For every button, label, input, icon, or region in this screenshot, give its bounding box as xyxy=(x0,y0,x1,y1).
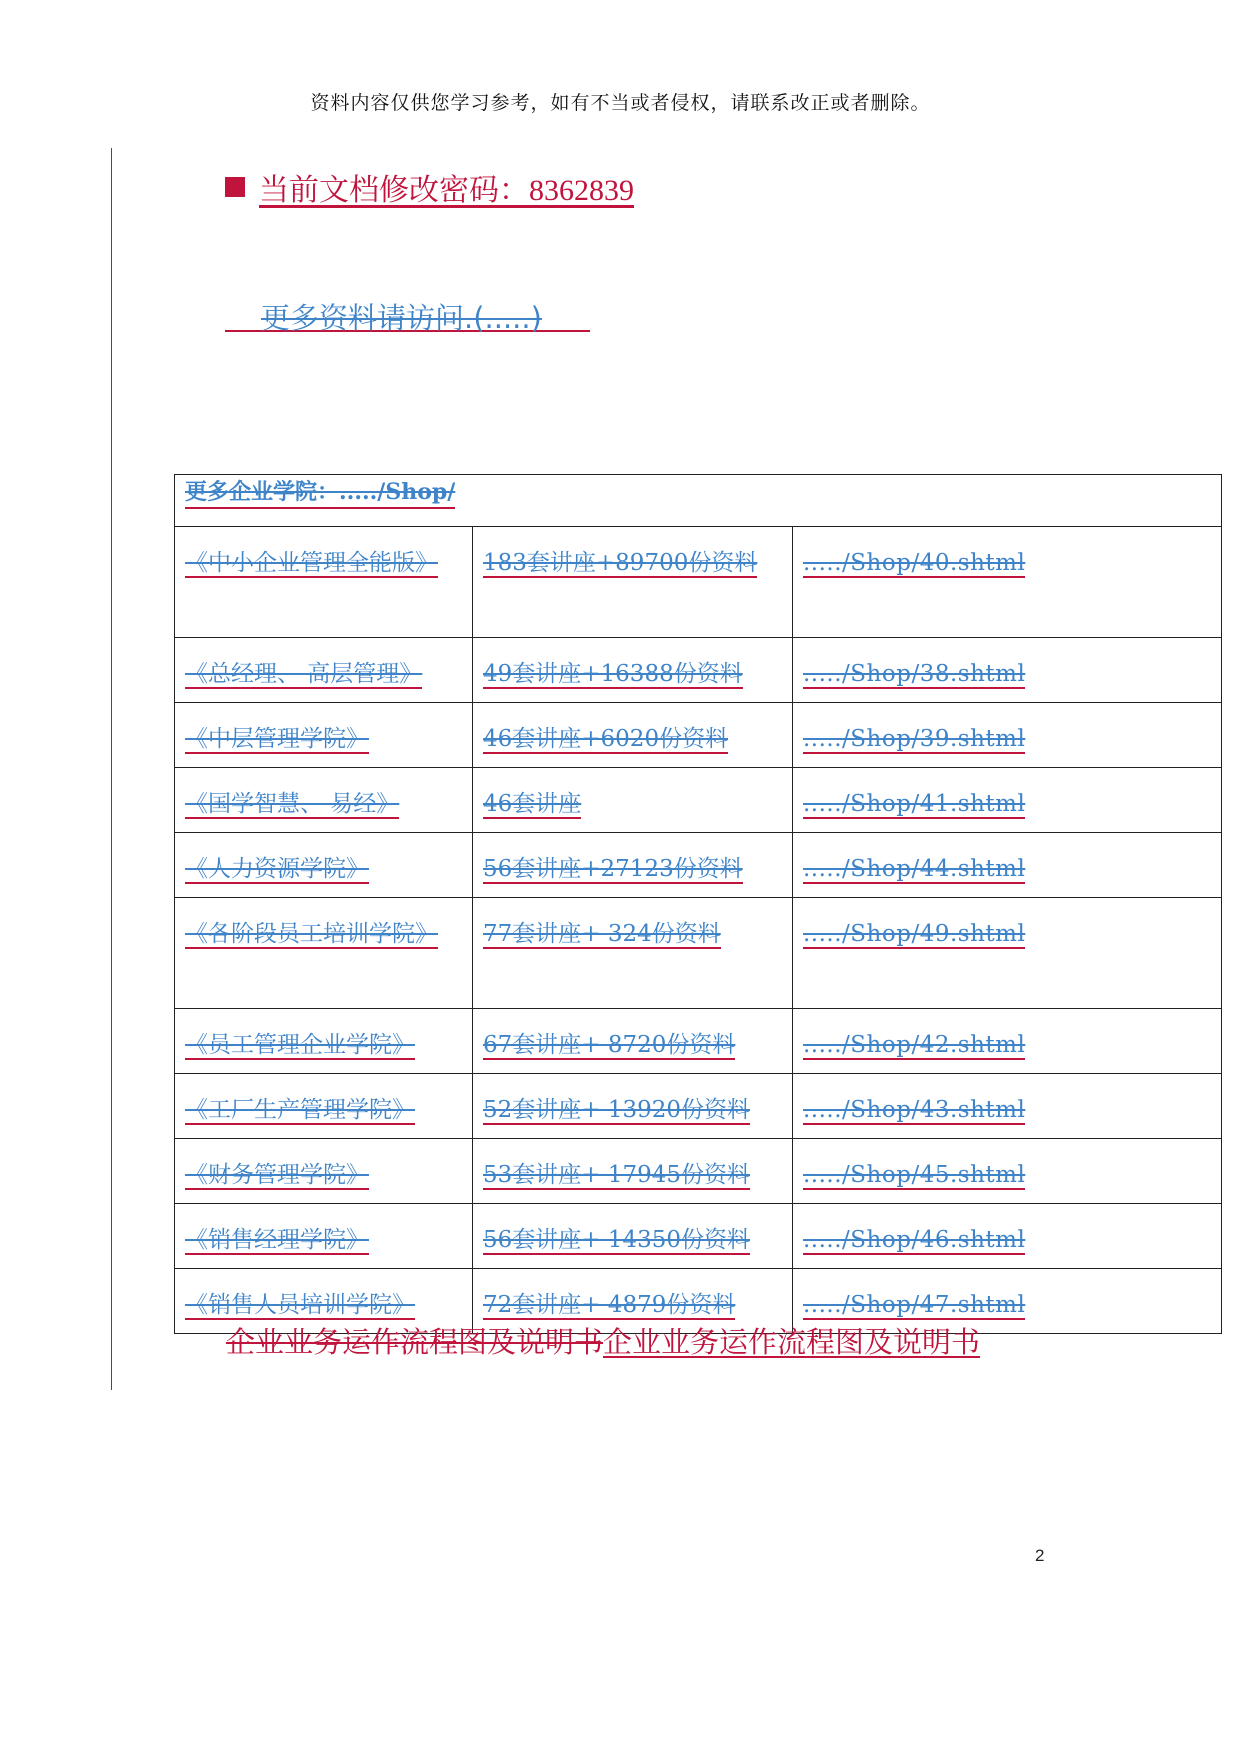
course-name[interactable]: 《总经理、 高层管理》 xyxy=(185,661,423,687)
course-name[interactable]: 《财务管理学院》 xyxy=(185,1162,369,1188)
course-desc[interactable]: 56套讲座+27123份资料 xyxy=(483,856,743,882)
more-resources-link[interactable]: 更多资料请访问.(.....) xyxy=(261,301,542,335)
course-url[interactable]: ...../Shop/44.shtml xyxy=(803,856,1026,882)
course-name[interactable]: 《各阶段员工培训学院》 xyxy=(185,921,438,947)
table-header-cell xyxy=(175,475,1222,527)
table-row xyxy=(175,703,1222,768)
table-header-row xyxy=(175,475,1222,527)
table-row xyxy=(175,1009,1222,1074)
table-row xyxy=(175,768,1222,833)
course-url[interactable]: ...../Shop/45.shtml xyxy=(803,1162,1026,1188)
square-bullet-icon xyxy=(225,177,245,197)
course-url[interactable]: ...../Shop/42.shtml xyxy=(803,1032,1026,1058)
password-label: 当前文档修改密码： xyxy=(259,173,529,208)
course-desc[interactable]: 53套讲座+ 17945份资料 xyxy=(483,1162,751,1188)
course-url[interactable]: ...../Shop/46.shtml xyxy=(803,1227,1026,1253)
table-row xyxy=(175,1204,1222,1269)
table-row xyxy=(175,898,1222,1009)
table-row xyxy=(175,527,1222,638)
course-url[interactable]: ...../Shop/40.shtml xyxy=(803,550,1026,576)
inserted-title: 企业业务运作流程图及说明书 xyxy=(603,1325,981,1359)
course-url[interactable]: ...../Shop/39.shtml xyxy=(803,726,1026,752)
courses-table xyxy=(174,474,1222,1334)
course-url[interactable]: ...../Shop/43.shtml xyxy=(803,1097,1026,1123)
deleted-title: 企业业务运作流程图及说明书 xyxy=(226,1325,604,1359)
password-line xyxy=(225,165,634,209)
course-name[interactable]: 《工厂生产管理学院》 xyxy=(185,1097,415,1123)
course-name[interactable]: 《销售人员培训学院》 xyxy=(185,1292,415,1318)
course-name[interactable]: 《中层管理学院》 xyxy=(185,726,369,752)
password-value: 8362839 xyxy=(529,174,634,207)
course-desc[interactable]: 72套讲座+ 4879份资料 xyxy=(483,1292,736,1318)
course-desc[interactable]: 183套讲座+89700份资料 xyxy=(483,550,758,576)
table-header-link[interactable]: 更多企业学院：...../Shop/ xyxy=(185,479,455,509)
course-url[interactable]: ...../Shop/47.shtml xyxy=(803,1292,1026,1318)
more-resources-line[interactable] xyxy=(225,296,590,335)
course-url[interactable]: ...../Shop/38.shtml xyxy=(803,661,1026,687)
table-row xyxy=(175,638,1222,703)
course-desc[interactable]: 46套讲座+6020份资料 xyxy=(483,726,729,752)
course-name[interactable]: 《销售经理学院》 xyxy=(185,1227,369,1253)
course-desc[interactable]: 56套讲座+ 14350份资料 xyxy=(483,1227,751,1253)
course-desc[interactable]: 46套讲座 xyxy=(483,791,582,817)
document-title xyxy=(226,1320,980,1361)
course-name[interactable]: 《员工管理企业学院》 xyxy=(185,1032,415,1058)
course-name[interactable]: 《国学智慧、 易经》 xyxy=(185,791,400,817)
table-row xyxy=(175,833,1222,898)
course-url[interactable]: ...../Shop/41.shtml xyxy=(803,791,1026,817)
header-disclaimer: 资料内容仅供您学习参考，如有不当或者侵权，请联系改正或者删除。 xyxy=(310,92,931,114)
course-desc[interactable]: 77套讲座+ 324份资料 xyxy=(483,921,721,947)
course-desc[interactable]: 52套讲座+ 13920份资料 xyxy=(483,1097,751,1123)
course-name[interactable]: 《人力资源学院》 xyxy=(185,856,369,882)
table-row xyxy=(175,1074,1222,1139)
course-desc[interactable]: 49套讲座+16388份资料 xyxy=(483,661,743,687)
revision-bar xyxy=(111,148,112,1390)
course-name[interactable]: 《中小企业管理全能版》 xyxy=(185,550,438,576)
course-url[interactable]: ...../Shop/49.shtml xyxy=(803,921,1026,947)
table-row xyxy=(175,1139,1222,1204)
course-desc[interactable]: 67套讲座+ 8720份资料 xyxy=(483,1032,736,1058)
page-number: 2 xyxy=(1035,1546,1045,1565)
